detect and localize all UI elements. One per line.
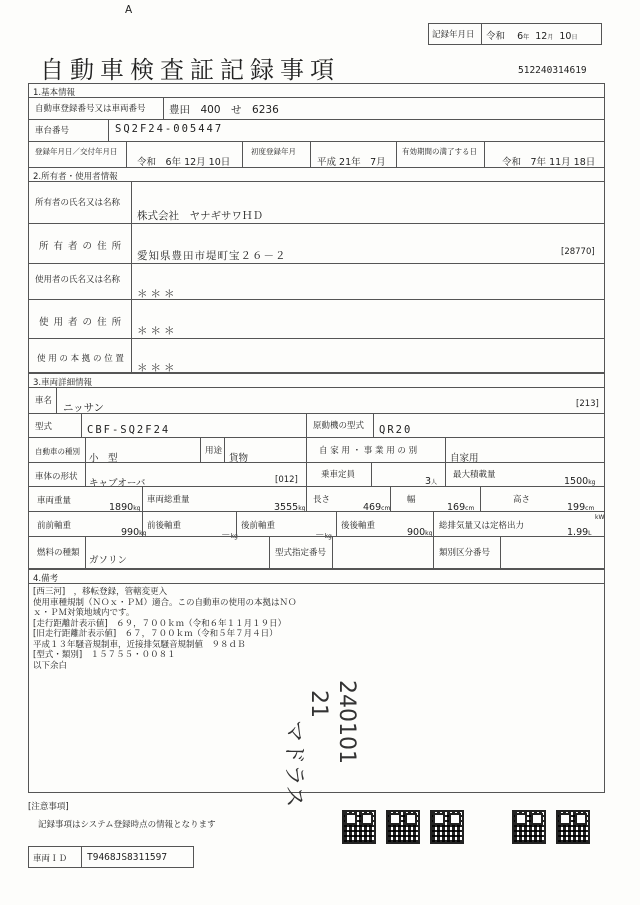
owner-address-code: [28770] [561,247,595,257]
width-value: 169cm [447,502,475,513]
qr-code [386,810,420,844]
use-value: 貨物 [229,453,249,464]
remark-line: ｘ・ＰＭ対策地域内です。 [33,608,135,618]
handwritten-name: マドラス [281,720,306,808]
vehicle-id-value: T9468JS8311597 [87,852,168,863]
make-label: 車名 [35,396,53,406]
make-value: ニッサン [63,402,105,414]
body-code: [012] [275,475,298,485]
base-location-value: ＊＊＊ [137,362,178,374]
owner-address-label: 所 有 者 の 住 所 [39,241,123,252]
first-reg-value: 平成 21年 7月 [317,157,386,168]
gross-weight-value: 3555kg [274,502,306,513]
business-value: 自家用 [450,453,479,464]
user-address-label: 使 用 者 の 住 所 [39,317,123,328]
first-reg-label: 初度登録年月 [251,147,296,156]
qr-code [512,810,546,844]
owner-name-value: 株式会社 ヤナギサワＨＤ [137,210,263,222]
model-label: 型式 [35,422,53,432]
record-date-value: 令和 6年 12月 10日 [486,31,578,42]
user-name-value: ＊＊＊ [137,288,178,300]
front-rear-axle-value: －kg [221,530,238,541]
expiry-label: 有効期間の満了する日 [402,147,477,156]
rear-front-axle-value: －kg [315,530,332,541]
remark-line: 以下余白 [33,660,68,671]
model-value: CBF-SQ2F24 [87,424,171,436]
engine-label: 原動機の型式 [313,421,365,431]
document-number: 512240314619 [518,65,587,76]
remark-line: [西三河] ，移転登録，管轄変更入 [33,587,168,597]
kind-label: 自動車の種別 [35,447,80,456]
reg-number-label: 自動車登録番号又は車両番号 [35,104,146,114]
fuel-label: 燃料の種類 [37,548,80,558]
business-label: 自 家 用 ・ 事 業 用 の 別 [319,446,418,456]
make-code: [213] [576,399,599,409]
remarks-text [33,587,297,671]
front-front-axle-value: 990kg [121,527,147,538]
user-address-value: ＊＊＊ [137,325,178,337]
displacement-value: 1.99L [567,527,592,538]
handwritten-date: 240101 [334,680,359,764]
reg-number-value: 豊田 400 せ 6236 [169,104,279,116]
notes-text: 記録事項はシステム登録時点の情報となります [38,820,216,830]
weight-value: 1890kg [109,502,141,513]
width-label: 幅 [407,495,416,505]
reg-date-label: 登録年月日／交付年月日 [35,147,118,156]
section-basic-info [28,83,605,168]
record-date-label: 記録年月日 [432,30,475,40]
section-owner-user [28,167,605,373]
remark-line: [型式・類別] １５７５５・００８１ [33,650,176,660]
weight-label: 車両重量 [37,496,72,506]
user-name-label: 使用者の氏名又は名称 [35,275,121,285]
body-value: キャブオーバ [89,478,146,489]
remark-line: 平成１３年騒音規制車，近接排気騒音規制値 ９８ｄＢ [33,639,246,650]
section1-heading: 1.基本情報 [33,88,76,98]
remark-line: 使用車種規制（ＮＯｘ・ＰＭ）適合。この自動車の使用の本拠はＮＯ [33,597,297,608]
vehicle-id-label: 車両ＩＤ [33,854,68,864]
length-value: 469cm [363,502,391,513]
body-label: 車体の形状 [35,472,78,482]
use-label: 用途 [205,446,223,456]
reg-date-value: 令和 6年 12月 10日 [137,157,231,168]
record-date-box [428,23,602,45]
chassis-number-label: 車台番号 [35,126,70,136]
rear-front-axle-label: 後前軸重 [241,521,276,531]
engine-value: QR20 [379,424,413,436]
notes-heading: [注意事項] [28,802,69,812]
kind-value: 小 型 [89,453,118,464]
remark-line: [旧走行距離計表示値] ６７，７００ｋｍ（令和５年７月４日） [33,629,278,639]
chassis-number-value: SQ2F24-005447 [115,123,224,135]
document-title: 自動車検査証記録事項 [40,56,340,84]
class-number-label: 類別区分番号 [439,548,491,558]
displacement-label: 総排気量又は定格出力 [439,521,525,531]
gross-weight-label: 車両総重量 [147,495,190,505]
displacement-unit-kw: kW [595,514,605,521]
height-label: 高さ [513,495,531,505]
base-location-label: 使 用 の 本 拠 の 位 置 [37,354,124,364]
capacity-value: 3人 [425,476,438,487]
front-front-axle-label: 前前軸重 [37,521,72,531]
section2-heading: 2.所有者・使用者情報 [33,172,118,182]
owner-address-value: 愛知県豊田市堤町宝２６－２ [137,250,287,262]
rear-rear-axle-label: 後後軸重 [341,521,376,531]
owner-name-label: 所有者の氏名又は名称 [35,198,121,208]
maxload-value: 1500kg [564,476,596,487]
qr-code [430,810,464,844]
section3-heading: 3.車両詳細情報 [33,378,93,388]
remark-line: [走行距離計表示値] ６９，７００ｋｍ（令和６年１１月１９日） [33,618,287,629]
capacity-label: 乗車定員 [321,470,356,480]
section-vehicle-details [28,373,605,569]
qr-code [556,810,590,844]
vehicle-id-box [28,846,194,868]
length-label: 長さ [313,495,331,505]
qr-code [342,810,376,844]
handwritten-number: 21 [306,690,331,718]
front-rear-axle-label: 前後軸重 [147,521,182,531]
maxload-label: 最大積載量 [453,470,496,480]
rear-rear-axle-value: 900kg [407,527,433,538]
section4-heading: 4.備考 [33,574,59,584]
stamp-letter: A [125,4,133,16]
type-designation-label: 型式指定番号 [275,548,327,558]
height-value: 199cm [567,502,595,513]
fuel-value: ガソリン [89,555,128,566]
expiry-value: 令和 7年 11月 18日 [502,157,596,168]
